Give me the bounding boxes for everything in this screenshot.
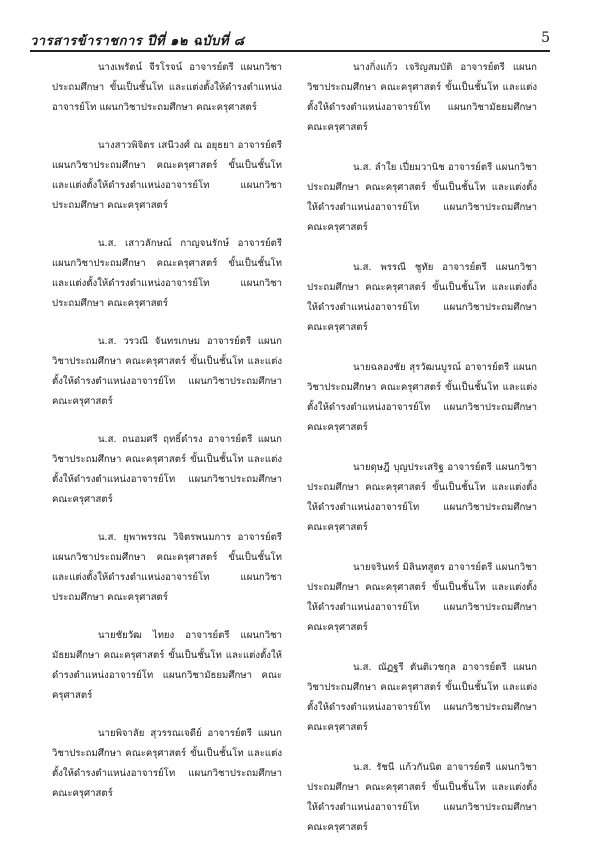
appointment-entry: น.ส. รัชนี แก้วกันนิต อาจารย์ตรี แผนกวิชาประถมศึกษา คณะครุศาสตร์ ขั้นเป็นชั้นโท และแต่งตั้งให้ดำรงตำแหน่งอาจารย์โท แผนกวิชาประถมศึกษา คณะครุศาสตร์: [307, 762, 537, 833]
right-column: [307, 58, 537, 858]
left-column: [52, 58, 282, 822]
appointment-entry: นางกิ่งแก้ว เจริญสมบัติ อาจารย์ตรี แผนกวิชาประถมศึกษา คณะครุศาสตร์ ขั้นเป็นชั้นโท และแต่งตั้งให้ดำรงตำแหน่งอาจารย์โท แผนกวิชามัธยมศึกษา คณะครุศาสตร์: [307, 62, 537, 133]
appointment-entry: นางเพรัตน์ จีรโรจน์ อาจารย์ตรี แผนกวิชาประถมศึกษา ขั้นเป็นชั้นโท และแต่งตั้งให้ดำรงตำแหน่งอาจารย์โท แผนกวิชาประถมศึกษา คณะครุศาสตร์: [52, 62, 282, 113]
page-header: [30, 30, 550, 50]
appointment-entry: น.ส. ถนอมศรี ฤทธิ์ดำรง อาจารย์ตรี แผนกวิชาประถมศึกษา คณะครุศาสตร์ ขั้นเป็นชั้นโท และแต่งตั้งให้ดำรงตำแหน่งอาจารย์โท แผนกวิชาประถมศึกษา คณะครุศาสตร์: [52, 434, 282, 505]
appointment-entry: น.ส. ณัฏฐรี ตันติเวชกุล อาจารย์ตรี แผนกวิชาประถมศึกษา คณะครุศาสตร์ ขั้นเป็นชั้นโท และแต่งตั้งให้ดำรงตำแหน่งอาจารย์โท แผนกวิชาประถมศึกษา คณะครุศาสตร์: [307, 662, 537, 733]
appointment-entry: น.ส. พรรณี ชูทัย อาจารย์ตรี แผนกวิชาประถมศึกษา คณะครุศาสตร์ ขั้นเป็นชั้นโท และแต่งตั้งให้ดำรงตำแหน่งอาจารย์โท แผนกวิชาประถมศึกษา คณะครุศาสตร์: [307, 262, 537, 333]
page-number: 5: [541, 30, 550, 46]
appointment-entry: น.ส. วรวณี จันทรเกษม อาจารย์ตรี แผนกวิชาประถมศึกษา คณะครุศาสตร์ ขั้นเป็นชั้นโท และแต่งตั้งให้ดำรงตำแหน่งอาจารย์โท แผนกวิชาประถมศึกษา คณะครุศาสตร์: [52, 336, 282, 407]
appointment-entry: นายดุษฎี บุญประเสริฐ อาจารย์ตรี แผนกวิชาประถมศึกษา คณะครุศาสตร์ ขั้นเป็นชั้นโท และแต่งตั้งให้ดำรงตำแหน่งอาจารย์โท แผนกวิชาประถมศึกษา คณะครุศาสตร์: [307, 462, 537, 533]
appointment-entry: น.ส. เสาวลักษณ์ กาญจนรักษ์ อาจารย์ตรี แผนกวิชาประถมศึกษา คณะครุศาสตร์ ขั้นเป็นชั้นโท และแต่งตั้งให้ดำรงตำแหน่งอาจารย์โท แผนกวิชาประถมศึกษา คณะครุศาสตร์: [52, 238, 282, 309]
header-rule: [30, 50, 550, 52]
appointment-entry: นายชัยวัฒ ไทยง อาจารย์ตรี แผนกวิชามัธยมศึกษา คณะครุศาสตร์ ขั้นเป็นชั้นโท และแต่งตั้งให้ดำรงตำแหน่งอาจารย์โท แผนกวิชามัธยมศึกษา คณะครุศาสตร์: [52, 630, 282, 701]
appointment-entry: นายจรินทร์ มิลินทสูตร อาจารย์ตรี แผนกวิชาประถมศึกษา คณะครุศาสตร์ ขั้นเป็นชั้นโท และแต่งตั้งให้ดำรงตำแหน่งอาจารย์โท แผนกวิชาประถมศึกษา คณะครุศาสตร์: [307, 562, 537, 633]
journal-title: วารสารข้าราชการ ปีที่ ๑๒ ฉบับที่ ๘: [30, 34, 245, 49]
appointment-entry: น.ส. ลำใย เปี่ยมวานิช อาจารย์ตรี แผนกวิชาประถมศึกษา คณะครุศาสตร์ ขั้นเป็นชั้นโท และแต่งตั้งให้ดำรงตำแหน่งอาจารย์โท แผนกวิชาประถมศึกษา คณะครุศาสตร์: [307, 162, 537, 233]
appointment-entry: นายฉลองชัย สุรวัฒนบูรณ์ อาจารย์ตรี แผนกวิชาประถมศึกษา คณะครุศาสตร์ ขั้นเป็นชั้นโท และแต่งตั้งให้ดำรงตำแหน่งอาจารย์โท แผนกวิชาประถมศึกษา คณะครุศาสตร์: [307, 362, 537, 433]
appointment-entry: น.ส. ยุพาพรรณ วิจิตรพนมการ อาจารย์ตรี แผนกวิชาประถมศึกษา คณะครุศาสตร์ ขั้นเป็นชั้นโท และแต่งตั้งให้ดำรงตำแหน่งอาจารย์โท แผนกวิชาประถมศึกษา คณะครุศาสตร์: [52, 532, 282, 603]
appointment-entry: นายพิจาลัย สุวรรณเจดีย์ อาจารย์ตรี แผนกวิชาประถมศึกษา คณะครุศาสตร์ ขั้นเป็นชั้นโท และแต่งตั้งให้ดำรงตำแหน่งอาจารย์โท แผนกวิชาประถมศึกษา คณะครุศาสตร์: [52, 728, 282, 799]
appointment-entry: นางสาวพิจิตร เสนีวงศ์ ณ อยุธยา อาจารย์ตรี แผนกวิชาประถมศึกษา คณะครุศาสตร์ ขั้นเป็นชั้นโท และแต่งตั้งให้ดำรงตำแหน่งอาจารย์โท แผนกวิชาประถมศึกษา คณะครุศาสตร์: [52, 140, 282, 211]
